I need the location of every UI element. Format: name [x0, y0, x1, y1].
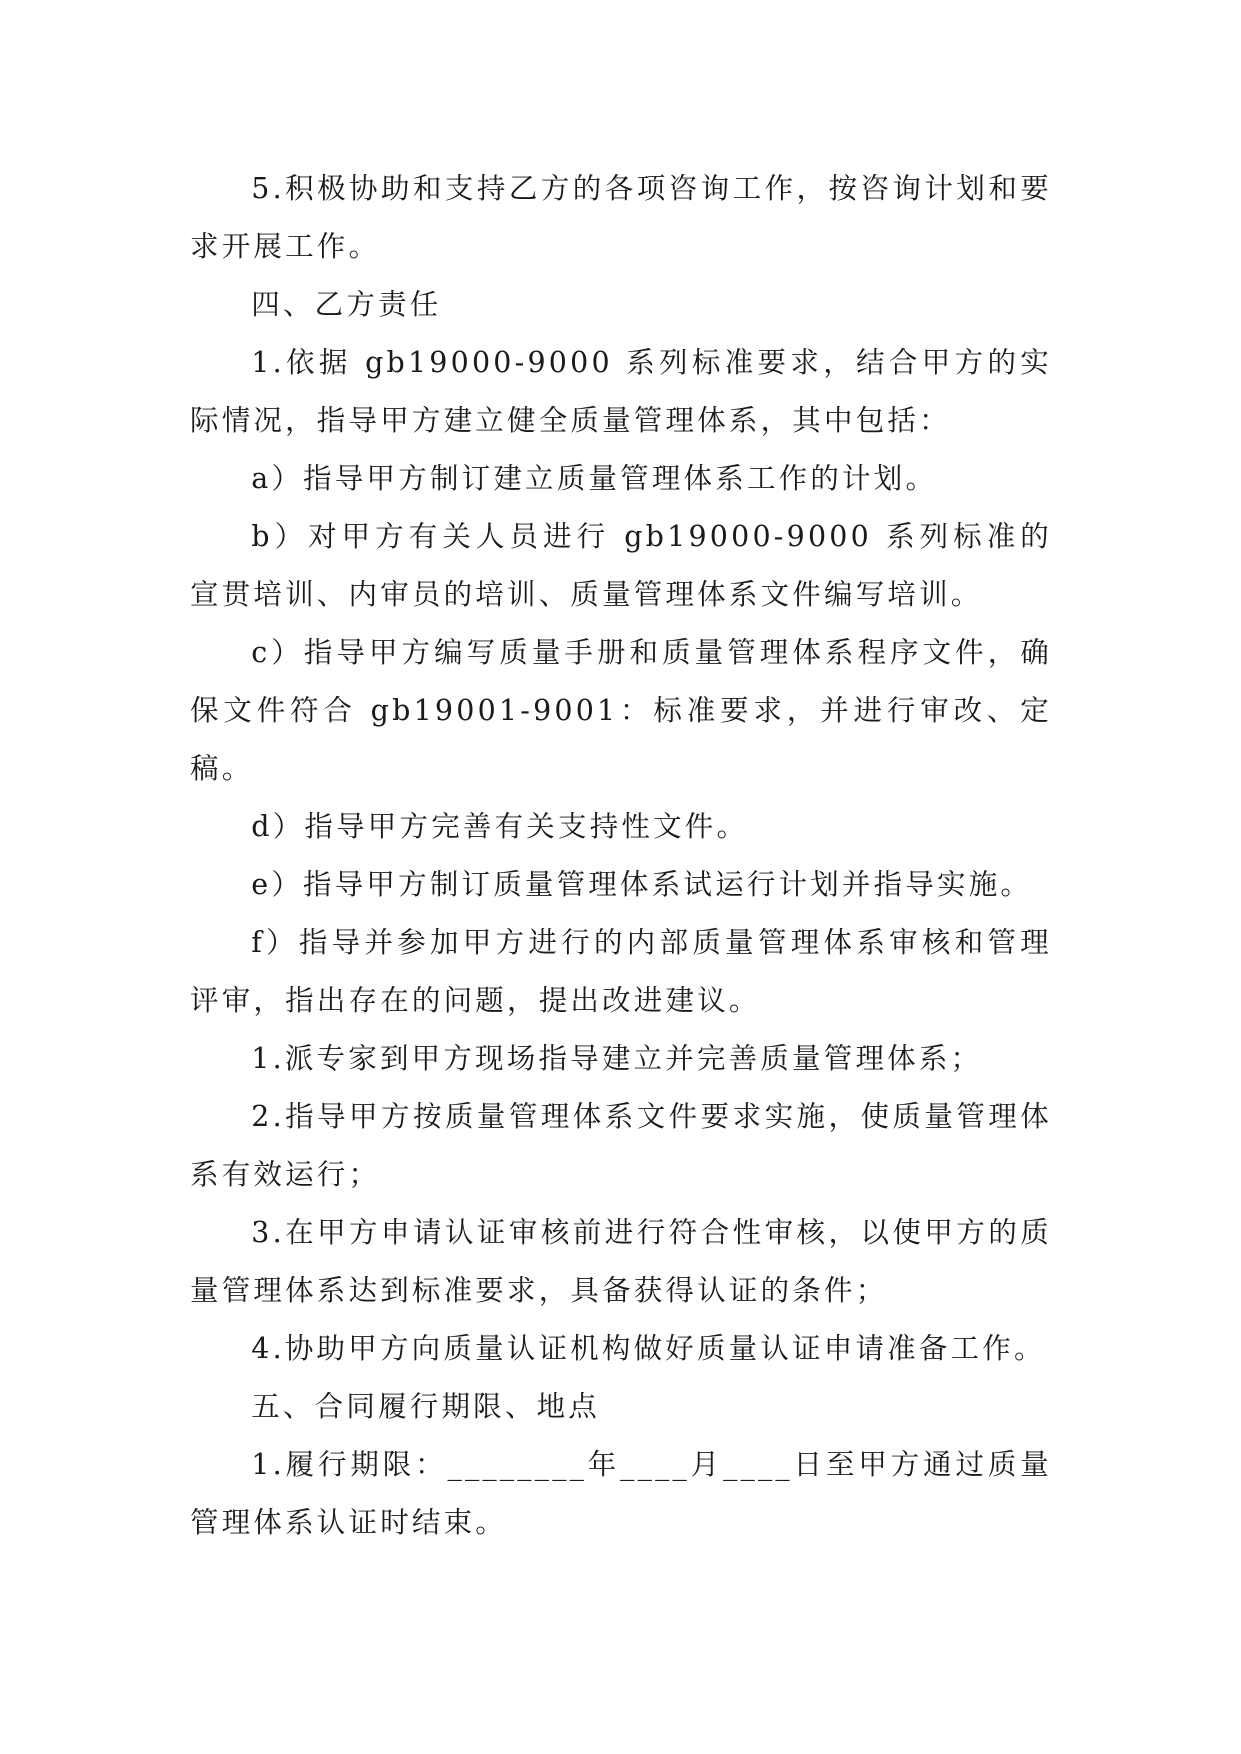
- paragraph-3-conformity-audit: 3.在甲方申请认证审核前进行符合性审核，以使甲方的质量管理体系达到标准要求，具备获得认证的条件；: [190, 1216, 1052, 1307]
- paragraph-2-implementation: 2.指导甲方按质量管理体系文件要求实施，使质量管理体系有效运行；: [190, 1100, 1052, 1191]
- item-c-manual: c）指导甲方编写质量手册和质量管理体系程序文件，确保文件符合 gb19001-9001：标准要求，并进行审改、定稿。: [190, 636, 1052, 785]
- item-d-support-docs: d）指导甲方完善有关支持性文件。: [251, 810, 749, 843]
- paragraph-4-certification-prep: 4.协助甲方向质量认证机构做好质量认证申请准备工作。: [251, 1332, 1046, 1365]
- paragraph-1-experts-onsite: 1.派专家到甲方现场指导建立并完善质量管理体系；: [251, 1042, 983, 1075]
- paragraph-1-guidance-basis: 1.依据 gb19000-9000 系列标准要求，结合甲方的实际情况，指导甲方建立健全质量管理体系，其中包括：: [190, 346, 1052, 437]
- paragraph-5-assist-consulting: 5.积极协助和支持乙方的各项咨询工作，按咨询计划和要求开展工作。: [190, 172, 1052, 263]
- section-heading-term-location: 五、合同履行期限、地点: [251, 1390, 600, 1423]
- item-e-trial-run: e）指导甲方制订质量管理体系试运行计划并指导实施。: [251, 868, 1033, 901]
- item-f-internal-audit: f）指导并参加甲方进行的内部质量管理体系审核和管理评审，指出存在的问题，提出改进建议。: [190, 926, 1052, 1017]
- paragraph-1-performance-term: 1.履行期限：________年____月____日至甲方通过质量管理体系认证时结束。: [190, 1448, 1052, 1539]
- item-a-plan: a）指导甲方制订建立质量管理体系工作的计划。: [251, 462, 938, 495]
- document-body: [190, 160, 1052, 1552]
- item-b-training: b）对甲方有关人员进行 gb19000-9000 系列标准的宣贯培训、内审员的培训、质量管理体系文件编写培训。: [190, 520, 1052, 611]
- section-heading-party-b-responsibility: 四、乙方责任: [251, 288, 442, 321]
